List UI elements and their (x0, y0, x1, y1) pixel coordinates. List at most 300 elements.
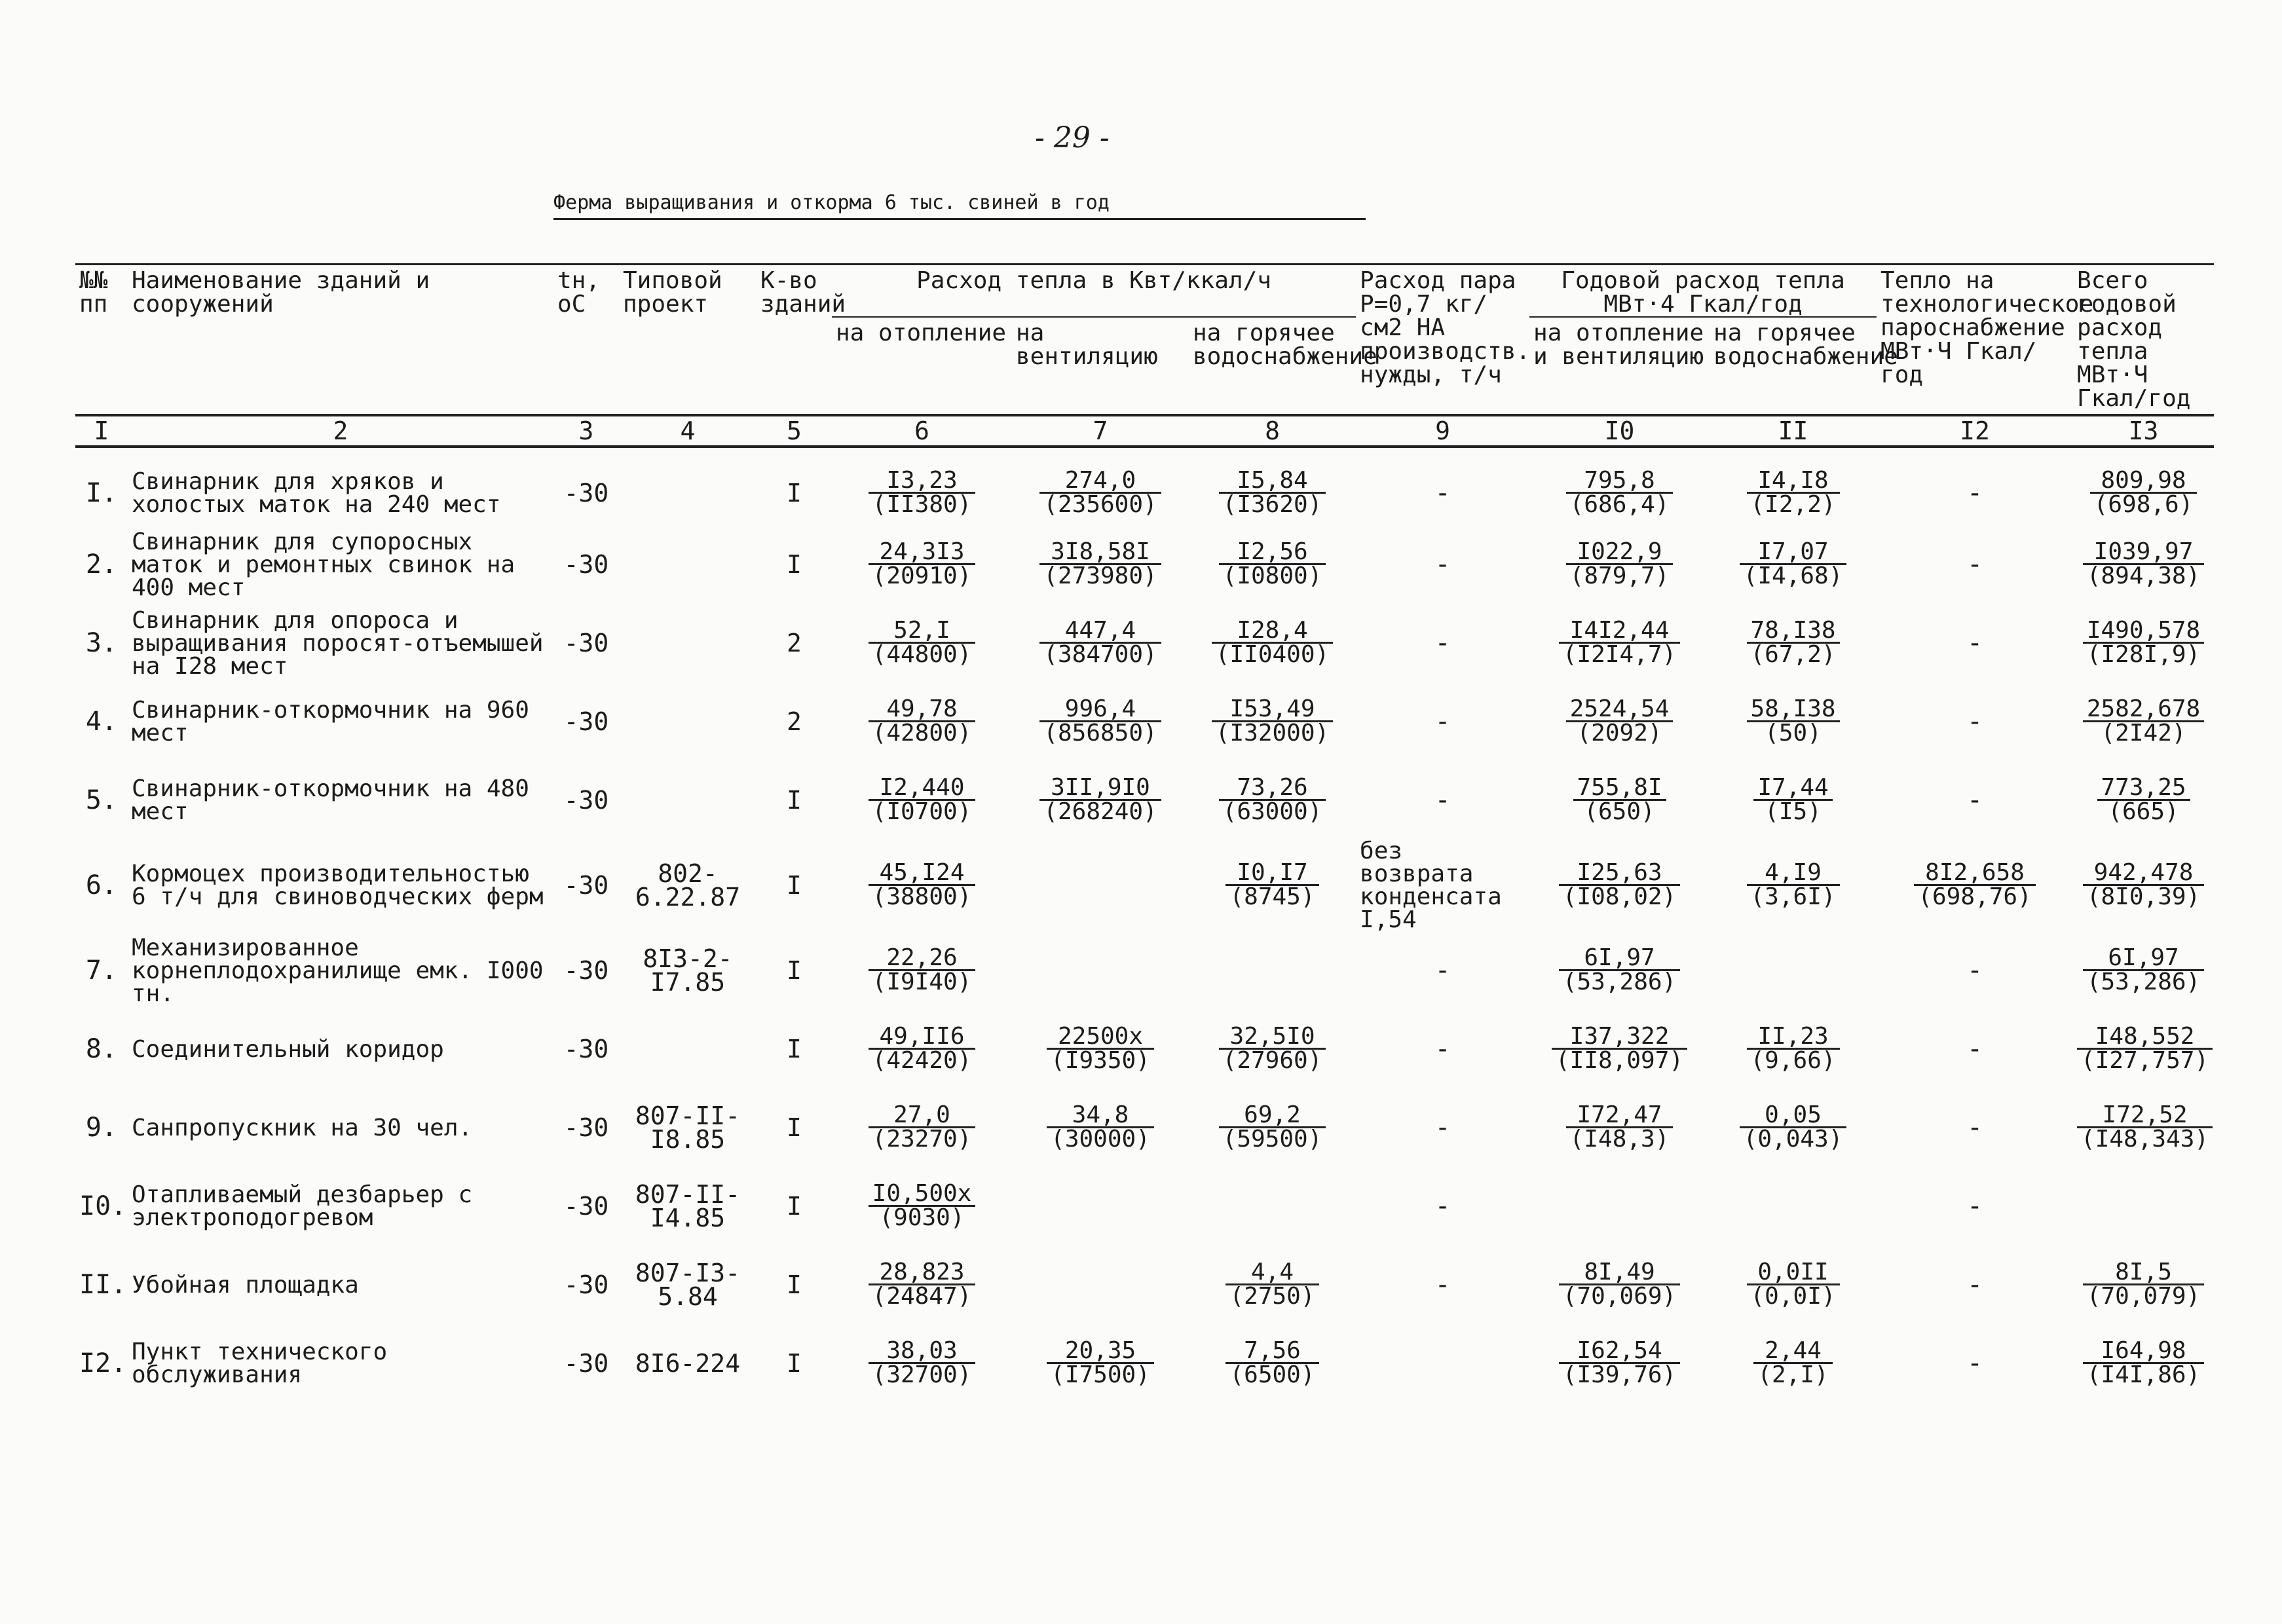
value-kcal: (I08,02) (1562, 883, 1677, 910)
value-fraction (2077, 1101, 2213, 1153)
standard-project (619, 682, 757, 761)
value-kcal: (665) (2108, 798, 2179, 825)
value-fraction (869, 944, 976, 995)
annual-hot-water-value (1710, 840, 1877, 931)
value-kw: I25,63 (1559, 862, 1680, 886)
hot-water-value (1189, 1010, 1356, 1088)
tech-steam-value: - (1966, 628, 1983, 658)
outdoor-temp: -30 (563, 1192, 609, 1221)
value-kw: 795,8 (1566, 470, 1674, 494)
tech-steam-value: - (1966, 1270, 1983, 1300)
value-kw: I490,578 (2083, 619, 2204, 644)
standard-project (619, 604, 757, 682)
value-kcal: (9030) (879, 1204, 965, 1231)
total-value (2073, 1246, 2214, 1324)
value-fraction (869, 1180, 976, 1231)
col-header-annual-heating: на отопление и вентиляцию (1533, 320, 1704, 370)
table-row (75, 840, 2214, 931)
steam-value: - (1434, 628, 1451, 658)
value-kw: I2,440 (869, 777, 976, 801)
value-fraction (2083, 859, 2204, 910)
tech-steam-value: - (1966, 955, 1983, 986)
value-kcal: (273980) (1043, 563, 1157, 589)
value-kw: I022,9 (1566, 541, 1674, 565)
value-kcal: (24847) (872, 1283, 972, 1310)
value-kw: I7,07 (1740, 541, 1847, 565)
value-kcal: (I0700) (872, 798, 972, 825)
value-fraction (1219, 1101, 1326, 1153)
annual-hot-water-value (1710, 761, 1877, 840)
value-kw: 32,5I0 (1219, 1025, 1326, 1050)
steam-value: без возврата конденсата I,54 (1360, 838, 1502, 933)
col-header-tn: tн, оС (553, 265, 619, 416)
value-kcal: (I3620) (1222, 491, 1322, 518)
heating-value (832, 761, 1012, 840)
total-value (2073, 1324, 2214, 1403)
value-kw: 0,0II (1747, 1261, 1840, 1285)
value-kcal: (I2,2) (1750, 491, 1836, 518)
value-kw: 28,823 (869, 1261, 976, 1285)
value-kw: 2524,54 (1566, 698, 1674, 722)
ventilation-value (1012, 931, 1189, 1010)
value-fraction (1747, 1261, 1840, 1308)
steam-value: - (1434, 955, 1451, 986)
building-name: Убойная площадка (132, 1271, 359, 1299)
annual-heating-value (1529, 1167, 1710, 1246)
value-fraction (2083, 619, 2204, 666)
table-row (75, 1167, 2214, 1246)
value-fraction (1559, 619, 1680, 666)
outdoor-temp: -30 (563, 1349, 609, 1378)
hot-water-value (1189, 1088, 1356, 1167)
hot-water-value (1189, 604, 1356, 682)
building-count: I (787, 1035, 802, 1063)
outdoor-temp: -30 (563, 550, 609, 579)
value-kcal: (32700) (872, 1361, 972, 1388)
value-kw: I48,552 (2077, 1025, 2213, 1050)
steam-value: - (1434, 1191, 1451, 1221)
annual-heating-value (1529, 1324, 1710, 1403)
value-fraction (1552, 1025, 1687, 1072)
total-value (2073, 931, 2214, 1010)
value-fraction (1212, 695, 1333, 747)
value-kcal: (3,6I) (1750, 883, 1836, 910)
total-value (2073, 1167, 2214, 1246)
building-name: Пункт технического обслуживания (132, 1338, 388, 1388)
value-fraction (869, 619, 976, 666)
value-kcal: (698,76) (1918, 883, 2032, 910)
annual-hot-water-value (1710, 1088, 1877, 1167)
value-kcal: (6500) (1229, 1361, 1315, 1388)
building-count: I (787, 1349, 802, 1378)
row-number: 2. (85, 549, 117, 580)
value-fraction (2077, 1025, 2213, 1072)
tech-steam-value: - (1966, 1113, 1983, 1143)
standard-project (619, 525, 757, 604)
value-kcal: (384700) (1043, 641, 1157, 668)
total-value (2073, 604, 2214, 682)
value-kcal: (I4I,86) (2086, 1361, 2201, 1388)
value-kcal: (38800) (872, 883, 972, 910)
value-kw: 22500х (1047, 1025, 1154, 1050)
building-name: Отапливаемый дезбарьер с электроподогревом (132, 1181, 473, 1231)
building-name: Механизированное корнеплодохранилище емк. I000 тн. (132, 934, 544, 1007)
value-kcal: (27960) (1222, 1047, 1322, 1074)
value-fraction (1219, 467, 1326, 518)
value-kw: 8I,5 (2083, 1261, 2204, 1285)
value-fraction (869, 695, 976, 747)
col-header-count: К-во зданий (757, 265, 832, 416)
outdoor-temp: -30 (563, 786, 609, 815)
value-kw: 27,0 (869, 1104, 976, 1128)
value-fraction (2097, 774, 2190, 825)
table-row (75, 1088, 2214, 1167)
value-fraction (1559, 859, 1680, 910)
outdoor-temp: -30 (563, 707, 609, 736)
column-number: 2 (128, 415, 553, 447)
row-number: 5. (85, 785, 117, 815)
building-count: I (787, 1270, 802, 1299)
value-kcal: (42800) (872, 720, 972, 747)
value-fraction (1747, 467, 1840, 518)
col-header-tech-steam: Тепло на технологическое пароснабжение МВт·Ч Гкал/год (1877, 265, 2073, 416)
value-kw: 8I2,658 (1914, 862, 2035, 886)
col-header-hot-water: на горячее водоснабжение (1193, 320, 1377, 370)
value-kcal: (I4,68) (1743, 563, 1843, 589)
column-number: I2 (1877, 415, 2073, 447)
value-kcal: (II0400) (1215, 641, 1330, 668)
annual-hot-water-value (1710, 525, 1877, 604)
annual-hot-water-value (1710, 1010, 1877, 1088)
value-kw: 6I,97 (2083, 947, 2204, 971)
value-kcal: (II380) (872, 491, 972, 518)
value-kw: 274,0 (1039, 470, 1161, 494)
hot-water-value (1189, 840, 1356, 931)
value-fraction (1225, 1337, 1319, 1388)
value-kw: 755,8I (1573, 777, 1666, 801)
steam-value: - (1434, 1034, 1451, 1064)
annual-heating-value (1529, 604, 1710, 682)
table-row (75, 682, 2214, 761)
building-count: I (787, 1113, 802, 1142)
building-count: I (787, 550, 802, 579)
value-fraction (869, 1101, 976, 1153)
heating-value (832, 931, 1012, 1010)
value-kw: I53,49 (1212, 698, 1333, 722)
value-kw: 73,26 (1219, 777, 1326, 801)
value-kw: I64,98 (2083, 1340, 2204, 1364)
value-kcal: (II8,097) (1555, 1047, 1684, 1074)
value-kw: I7,44 (1753, 777, 1832, 801)
value-fraction (1219, 1025, 1326, 1072)
value-kcal: (20910) (872, 563, 972, 589)
value-fraction (1753, 774, 1832, 825)
row-number: 4. (85, 707, 117, 737)
annual-heating-value (1529, 1088, 1710, 1167)
value-kcal: (268240) (1043, 798, 1157, 825)
value-kw: I0,500х (869, 1183, 976, 1207)
value-kcal: (I9I40) (872, 969, 972, 995)
value-kw: 49,II6 (869, 1025, 976, 1050)
steam-value: - (1434, 785, 1451, 815)
steam-value: - (1434, 1270, 1451, 1300)
value-fraction (1566, 695, 1674, 747)
value-kw: I0,I7 (1225, 862, 1319, 886)
column-number: 4 (619, 415, 757, 447)
value-kcal: (I27,757) (2081, 1047, 2209, 1074)
value-kcal: (2I42) (2101, 720, 2186, 747)
col-header-num: №№ пп (75, 265, 128, 416)
value-fraction (1740, 538, 1847, 589)
value-fraction (1559, 944, 1680, 995)
value-kw: 3II,9I0 (1039, 777, 1161, 801)
value-kw: 6I,97 (1559, 947, 1680, 971)
value-fraction (1566, 1101, 1674, 1153)
value-kw: 20,35 (1047, 1340, 1154, 1364)
value-kw: 78,I38 (1747, 619, 1840, 644)
col-header-heating: на отопление (836, 320, 1007, 346)
ventilation-value (1012, 604, 1189, 682)
col-header-project: Типовой проект (619, 265, 757, 416)
row-number: I2. (79, 1348, 127, 1378)
value-kcal: (894,38) (2086, 563, 2201, 589)
building-name: Свинарник для опороса и выращивания поросят-отъемышей на I28 мест (132, 606, 544, 680)
table-row (75, 1324, 2214, 1403)
value-kcal: (2750) (1229, 1283, 1315, 1310)
standard-project (619, 1010, 757, 1088)
building-name: Свинарник для супоросных маток и ремонтных свинок на 400 мест (132, 528, 515, 601)
column-number: 7 (1012, 415, 1189, 447)
value-kcal: (0,043) (1743, 1126, 1843, 1153)
table-row (75, 1246, 2214, 1324)
value-fraction (1747, 695, 1840, 747)
annual-hot-water-value (1710, 1246, 1877, 1324)
value-kcal: (I32000) (1215, 720, 1330, 747)
column-number: 8 (1189, 415, 1356, 447)
value-fraction (2090, 467, 2198, 518)
hot-water-value (1189, 1246, 1356, 1324)
value-fraction (2083, 1261, 2204, 1308)
building-name: Кормоцех производительностью 6 т/ч для свиноводческих ферм (132, 860, 544, 910)
value-kcal: (8745) (1229, 883, 1315, 910)
hot-water-value (1189, 682, 1356, 761)
table-row (75, 931, 2214, 1010)
total-value (2073, 761, 2214, 840)
document-title: Ферма выращивания и откорма 6 тыс. свиней в год (553, 191, 1366, 220)
standard-project: 8I6-224 (635, 1349, 741, 1378)
ventilation-value (1012, 1088, 1189, 1167)
value-kcal: (879,7) (1569, 563, 1670, 589)
col-header-total: Всего годовой расход тепла МВт·Ч Гкал/год (2073, 265, 2214, 416)
heating-value (832, 1324, 1012, 1403)
heating-value (832, 1088, 1012, 1167)
heating-value (832, 447, 1012, 525)
standard-project: 807-II-I8.85 (635, 1101, 741, 1154)
value-kw: I72,52 (2077, 1104, 2213, 1128)
total-value (2073, 525, 2214, 604)
value-kw: 773,25 (2097, 777, 2190, 801)
row-number: 8. (85, 1034, 117, 1064)
value-fraction (1039, 467, 1161, 518)
steam-value: - (1434, 1113, 1451, 1143)
value-kcal: (30000) (1051, 1126, 1150, 1153)
value-kcal: (I2I4,7) (1562, 641, 1677, 668)
ventilation-value (1012, 682, 1189, 761)
value-fraction (1219, 538, 1326, 589)
value-kcal: (23270) (872, 1126, 972, 1153)
hot-water-value (1189, 931, 1356, 1010)
annual-hot-water-value (1710, 447, 1877, 525)
value-kw: II,23 (1747, 1025, 1840, 1050)
col-header-name: Наименование зданий и сооружений (128, 265, 553, 416)
building-name: Санпропускник на 30 чел. (132, 1114, 473, 1141)
row-number: 6. (85, 870, 117, 900)
value-kw: 24,3I3 (869, 541, 976, 565)
value-kw: 0,05 (1740, 1104, 1847, 1128)
steam-value: - (1434, 707, 1451, 737)
value-kcal: (686,4) (1569, 491, 1670, 518)
value-kw: 7,56 (1225, 1340, 1319, 1364)
building-count: 2 (787, 629, 802, 657)
value-fraction (869, 774, 976, 825)
value-kw: I28,4 (1212, 619, 1333, 644)
value-kw: 58,I38 (1747, 698, 1840, 722)
value-kw: I4I2,44 (1559, 619, 1680, 644)
value-kw: 8I,49 (1559, 1261, 1680, 1285)
value-fraction (1573, 774, 1666, 825)
row-number: II. (79, 1270, 127, 1300)
annual-heating-value (1529, 525, 1710, 604)
heating-value (832, 1167, 1012, 1246)
tech-steam-value (1877, 840, 2073, 931)
value-kw: 4,I9 (1747, 862, 1840, 886)
standard-project (619, 761, 757, 840)
value-fraction (1914, 859, 2035, 910)
value-fraction (1747, 619, 1840, 666)
building-name: Свинарник для хряков и холостых маток на 240 мест (132, 468, 501, 518)
value-fraction (1039, 695, 1161, 747)
value-kcal: (59500) (1222, 1126, 1322, 1153)
value-fraction (1753, 1337, 1832, 1388)
row-number: I. (85, 478, 117, 508)
value-kcal: (70,079) (2086, 1283, 2201, 1310)
heating-value (832, 604, 1012, 682)
value-kw: I4,I8 (1747, 470, 1840, 494)
outdoor-temp: -30 (563, 479, 609, 507)
heating-value (832, 1010, 1012, 1088)
value-kcal: (I9350) (1051, 1047, 1150, 1074)
value-kw: 4,4 (1225, 1261, 1319, 1285)
value-kw: 2,44 (1753, 1340, 1832, 1364)
steam-value (1356, 1324, 1529, 1403)
tech-steam-value: - (1966, 1034, 1983, 1064)
annual-heating-value (1529, 840, 1710, 931)
value-fraction (1047, 1025, 1154, 1072)
column-number: I (75, 415, 128, 447)
row-number: I0. (79, 1191, 127, 1221)
value-kw: 49,78 (869, 698, 976, 722)
annual-heating-value (1529, 1246, 1710, 1324)
value-fraction (869, 538, 976, 589)
value-fraction (1212, 619, 1333, 666)
value-kcal: (I48,3) (1569, 1126, 1670, 1153)
table-row (75, 447, 2214, 525)
outdoor-temp: -30 (563, 1270, 609, 1299)
value-fraction (2083, 944, 2204, 995)
heating-value (832, 682, 1012, 761)
standard-project: 802-6.22.87 (635, 859, 741, 912)
value-kw: 447,4 (1039, 619, 1161, 644)
value-kw: 52,I (869, 619, 976, 644)
table-row (75, 525, 2214, 604)
value-kw: I37,322 (1552, 1025, 1687, 1050)
value-kcal: (9,66) (1750, 1047, 1836, 1074)
value-kcal: (I48,343) (2081, 1126, 2209, 1153)
value-kw: I3,23 (869, 470, 976, 494)
annual-hot-water-value (1710, 1167, 1877, 1246)
value-kw: I72,47 (1566, 1104, 1674, 1128)
value-kw: I62,54 (1559, 1340, 1680, 1364)
annual-hot-water-value (1710, 604, 1877, 682)
value-kcal: (44800) (872, 641, 972, 668)
tech-steam-value: - (1966, 1348, 1983, 1378)
value-kcal: (856850) (1043, 720, 1157, 747)
outdoor-temp: -30 (563, 1113, 609, 1142)
ventilation-value (1012, 840, 1189, 931)
tech-steam-value: - (1966, 1191, 1983, 1221)
value-kcal: (I5) (1765, 798, 1822, 825)
table-row (75, 1010, 2214, 1088)
building-name: Свинарник-откормочник на 480 мест (132, 775, 529, 825)
building-count: I (787, 479, 802, 507)
total-value (2073, 447, 2214, 525)
heating-value (832, 1246, 1012, 1324)
value-kw: 3I8,58I (1039, 541, 1161, 565)
value-kw: 996,4 (1039, 698, 1161, 722)
standard-project: 807-I3-5.84 (635, 1259, 741, 1311)
col-header-ventilation: на вентиляцию (1016, 320, 1158, 370)
value-fraction (1740, 1101, 1847, 1153)
column-number: 3 (553, 415, 619, 447)
hot-water-value (1189, 1324, 1356, 1403)
hot-water-value (1189, 525, 1356, 604)
column-number: 5 (757, 415, 832, 447)
building-count: I (787, 871, 802, 900)
ventilation-value (1012, 525, 1189, 604)
value-kw: 45,I24 (869, 862, 976, 886)
col-header-steam: Расход пара Р=0,7 кг/см2 НА производств. нужды, т/ч (1356, 265, 1529, 416)
value-kcal: (650) (1584, 798, 1655, 825)
building-count: I (787, 786, 802, 815)
column-number: 6 (832, 415, 1012, 447)
value-kcal: (53,286) (1562, 969, 1677, 995)
table-row (75, 761, 2214, 840)
row-number: 7. (85, 955, 117, 986)
value-kcal: (42420) (872, 1047, 972, 1074)
col-group-heat: Расход тепла в Квт/ккал/ч (832, 265, 1356, 318)
steam-value: - (1434, 549, 1451, 580)
value-fraction (1039, 538, 1161, 589)
annual-heating-value (1529, 1010, 1710, 1088)
annual-heating-value (1529, 761, 1710, 840)
value-fraction (2083, 695, 2204, 747)
annual-heating-value (1529, 931, 1710, 1010)
value-kw: 38,03 (869, 1340, 976, 1364)
value-fraction (869, 859, 976, 910)
value-kcal: (0,0I) (1750, 1283, 1836, 1310)
value-kcal: (8I0,39) (2086, 883, 2201, 910)
value-kw: I5,84 (1219, 470, 1326, 494)
